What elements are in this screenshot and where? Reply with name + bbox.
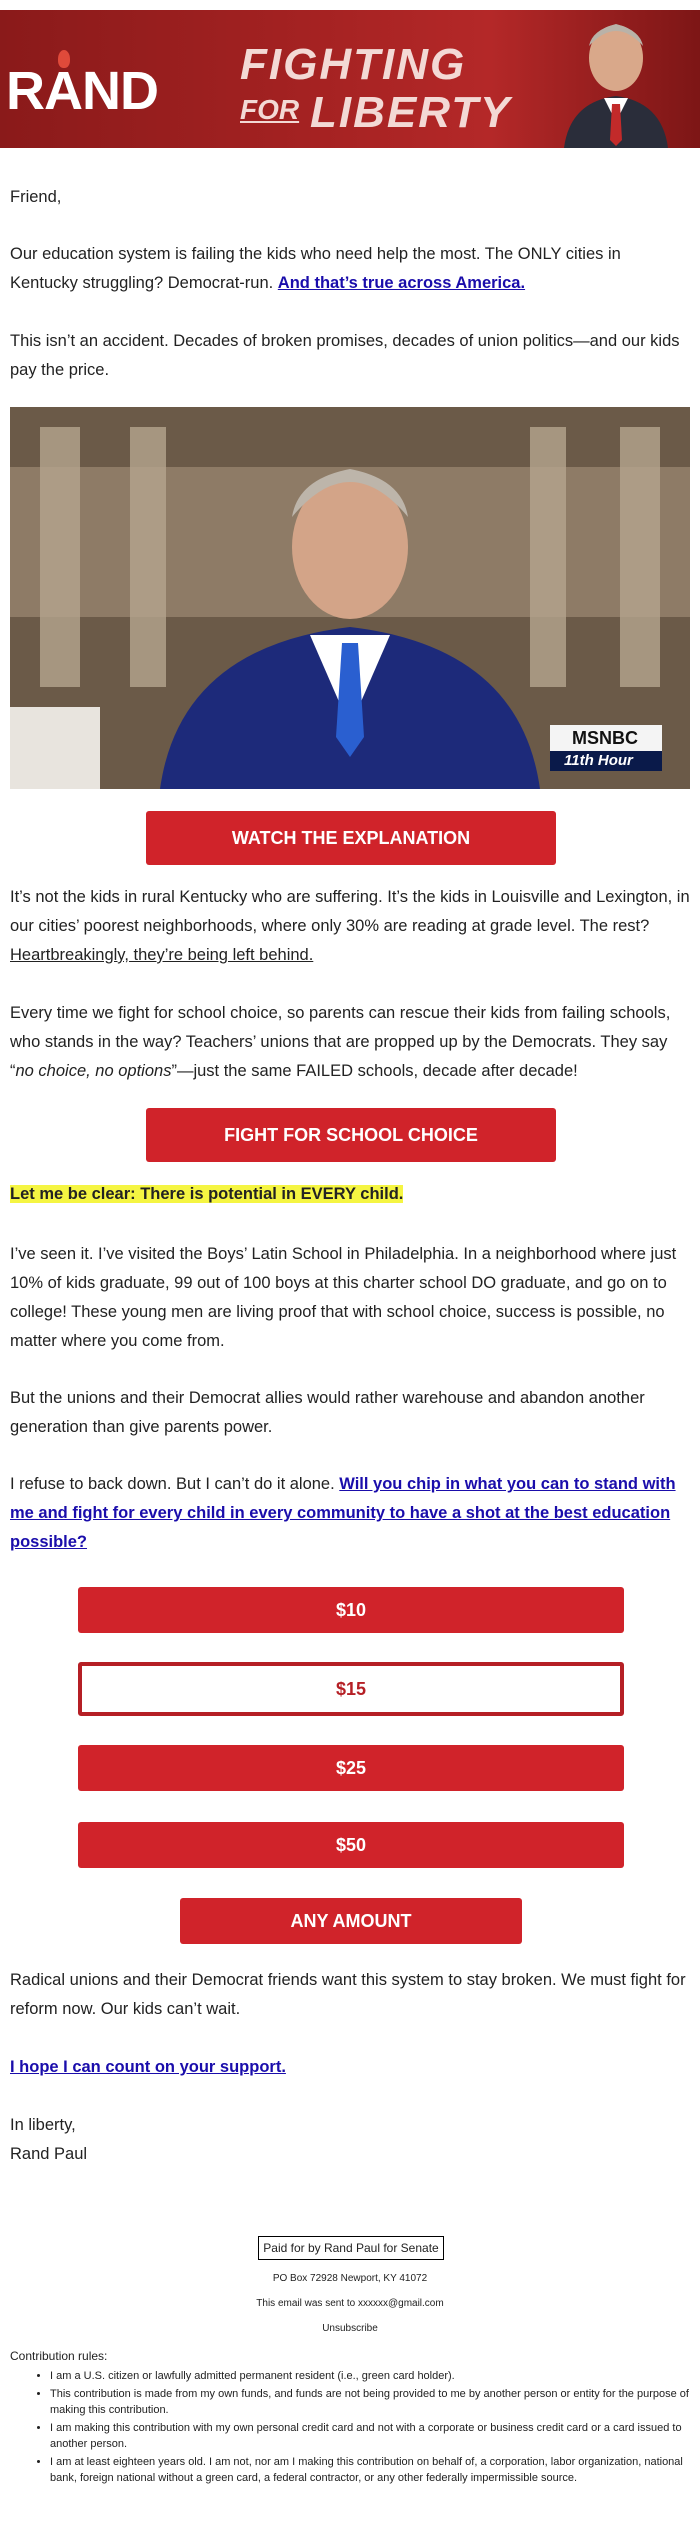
signature: Rand Paul: [10, 2145, 88, 2163]
portrait-image: [556, 10, 676, 148]
support-link[interactable]: I hope I can count on your support.: [10, 2058, 286, 2076]
paragraph-7-text: I refuse to back down. But I can’t do it alone.: [10, 1475, 340, 1493]
contribution-rule: • I am a U.S. citizen or lawfully admitted permanent resident (i.e., green card holder).: [50, 2368, 700, 2384]
contribution-rules-list: [32, 2368, 700, 2488]
banner-headline-for: FOR: [240, 94, 300, 125]
unsubscribe-link[interactable]: Unsubscribe: [322, 2323, 378, 2334]
paragraph-5: I’ve seen it. I’ve visited the Boys’ Latin School in Philadelphia. In a neighborhood where just 10% of kids graduate, 99 out of 100 boys at this charter school DO graduate, and go on to college! These young men are living proof that with school choice, success is possible, no matter where you come from.: [10, 1245, 677, 1350]
paragraph-1-text: Our education system is failing the kids who need help the most. The ONLY cities in Kentucky struggling? Democrat-run.: [10, 245, 621, 292]
video-thumbnail[interactable]: [10, 407, 690, 789]
contribution-rules-title: Contribution rules:: [10, 2349, 108, 2363]
paragraph-4-end: ”—just the same FAILED schools, decade after decade!: [171, 1062, 578, 1080]
chip-in-link[interactable]: Will you chip in what you can to stand with me and fight for every child in every community to have a shot at the best education possible?: [10, 1475, 676, 1551]
paragraph-4-italic: no choice, no options: [15, 1062, 172, 1080]
rand-logo: RAND: [6, 61, 158, 121]
left-behind-text: Heartbreakingly, they’re being left behind.: [10, 946, 314, 964]
contribution-rule: • I am making this contribution with my own personal credit card and not with a corporate or business credit card or a card issued to another person.: [50, 2420, 700, 2452]
closing: In liberty,: [10, 2116, 76, 2134]
paragraph-6: But the unions and their Democrat allies would rather warehouse and abandon another generation than give parents power.: [10, 1389, 645, 1436]
sent-to-notice: This email was sent to xxxxxx@gmail.com: [256, 2298, 444, 2309]
paragraph-7: [10, 1470, 690, 1557]
donate-25-button[interactable]: $25: [78, 1745, 624, 1791]
highlight-line: [10, 1180, 690, 1209]
paragraph-3: [10, 883, 690, 970]
header-banner: [0, 10, 700, 148]
msnbc-badge: [550, 725, 662, 771]
paid-for-disclaimer: Paid for by Rand Paul for Senate: [258, 2236, 444, 2260]
contribution-rule: • I am at least eighteen years old. I am not, nor am I making this contribution on behalf of, a corporation, labor organization, national bank, foreign national without a green card, a federal contractor, or any other federally impermissible source.: [50, 2454, 700, 2486]
paragraph-8: Radical unions and their Democrat friends want this system to stay broken. We must fight for reform now. Our kids can’t wait.: [10, 1971, 686, 2018]
mailing-address: PO Box 72928 Newport, KY 41072: [272, 2273, 428, 2284]
donate-any-amount-button[interactable]: ANY AMOUNT: [180, 1898, 522, 1944]
support-line: [10, 2053, 690, 2082]
banner-headline-fighting: FIGHTING: [240, 40, 467, 89]
donate-10-button[interactable]: $10: [78, 1587, 624, 1633]
paragraph-4: [10, 999, 690, 1086]
greeting: Friend,: [10, 188, 62, 206]
msnbc-badge-label: MSNBC: [572, 728, 638, 748]
fight-school-choice-button[interactable]: FIGHT FOR SCHOOL CHOICE: [146, 1108, 556, 1162]
paragraph-2: This isn’t an accident. Decades of broken promises, decades of union politics—and our kids pay the price.: [10, 332, 680, 379]
paragraph-3-text: It’s not the kids in rural Kentucky who are suffering. It’s the kids in Louisville and Lexington, in our cities’ poorest neighborhoods, where only 30% are reading at grade level. The rest?: [10, 888, 690, 935]
contribution-rule: • This contribution is made from my own funds, and funds are not being provided to me by another person or entity for the purpose of making this contribution.: [50, 2386, 700, 2418]
donate-50-button[interactable]: $50: [78, 1822, 624, 1868]
paragraph-1: [10, 240, 690, 298]
highlight-text: Let me be clear: There is potential in EVERY child.: [10, 1185, 404, 1203]
msnbc-badge-show: 11th Hour: [564, 752, 633, 769]
banner-headline-liberty: LIBERTY: [310, 88, 512, 137]
paragraph-4-text: Every time we fight for school choice, so parents can rescue their kids from failing schools, who stands in the way? Teachers’ unions that are propped up by the Democrats. They say “: [10, 1004, 671, 1080]
across-america-link[interactable]: And that’s true across America.: [277, 274, 526, 292]
watch-explanation-button[interactable]: WATCH THE EXPLANATION: [146, 811, 556, 865]
donate-15-button[interactable]: $15: [78, 1662, 624, 1716]
